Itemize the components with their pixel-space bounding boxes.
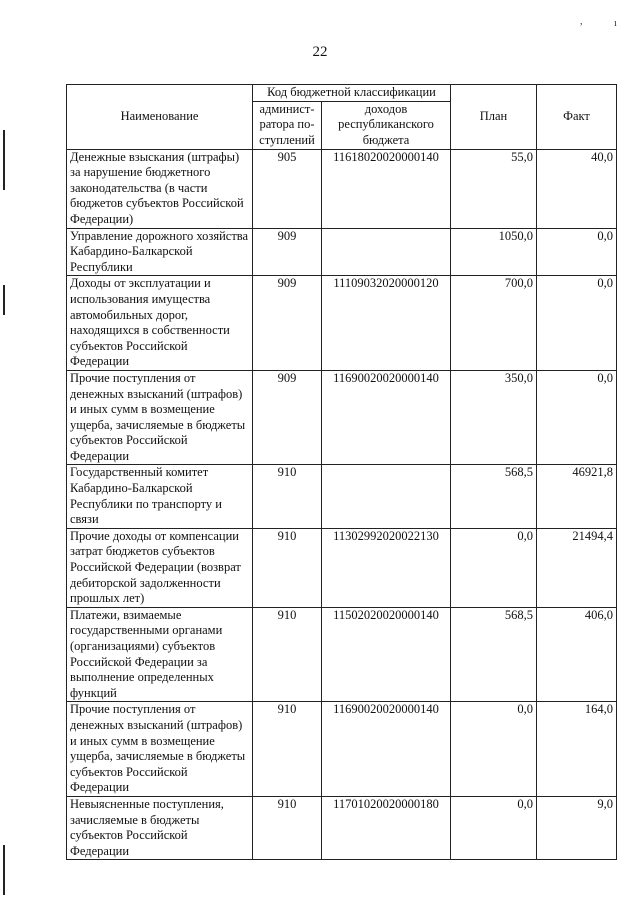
header-fact: Факт <box>537 85 617 150</box>
row-name: Денежные взыскания (штрафы) за нарушение бюджетного законодательства (в части бюджетов субъектов Российской Федерации) <box>67 149 253 228</box>
header-plan: План <box>451 85 537 150</box>
corner-speck: , <box>580 16 583 27</box>
budget-table <box>66 84 617 860</box>
table-row <box>67 465 617 528</box>
row-income-code: 11701020020000180 <box>322 796 451 859</box>
row-plan: 1050,0 <box>451 228 537 276</box>
row-admin-code: 909 <box>253 370 322 465</box>
row-income-code: 11302992020022130 <box>322 528 451 607</box>
row-admin-code: 910 <box>253 796 322 859</box>
row-admin-code: 905 <box>253 149 322 228</box>
row-name: Управление дорожного хозяйства Кабардино-Балкарской Республики <box>67 228 253 276</box>
row-name: Доходы от эксплуатации и использования имущества автомобильных дорог, находящихся в собственности субъектов Российской Федерации <box>67 276 253 371</box>
margin-mark-middle <box>3 285 5 315</box>
header-income: доходов республиканского бюджета <box>322 101 451 149</box>
row-plan: 0,0 <box>451 796 537 859</box>
row-income-code <box>322 465 451 528</box>
table-row <box>67 702 617 797</box>
row-fact: 40,0 <box>537 149 617 228</box>
row-admin-code: 910 <box>253 702 322 797</box>
row-fact: 0,0 <box>537 228 617 276</box>
row-income-code: 11690020020000140 <box>322 702 451 797</box>
table-row <box>67 528 617 607</box>
row-fact: 164,0 <box>537 702 617 797</box>
row-fact: 406,0 <box>537 607 617 702</box>
page-number: 22 <box>312 44 328 60</box>
header-budget-code: Код бюджетной классификации <box>253 85 451 102</box>
header-name: Наименование <box>67 85 253 150</box>
row-income-code: 11502020020000140 <box>322 607 451 702</box>
table-row <box>67 607 617 702</box>
row-fact: 0,0 <box>537 276 617 371</box>
row-income-code: 11618020020000140 <box>322 149 451 228</box>
table-row <box>67 149 617 228</box>
row-name: Платежи, взимаемые государственными органами (организациями) субъектов Российской Федерации за выполнение определенных функций <box>67 607 253 702</box>
row-income-code: 11109032020000120 <box>322 276 451 371</box>
row-plan: 350,0 <box>451 370 537 465</box>
row-plan: 0,0 <box>451 528 537 607</box>
row-plan: 55,0 <box>451 149 537 228</box>
table-row <box>67 370 617 465</box>
row-name: Прочие поступления от денежных взысканий (штрафов) и иных сумм в возмещение ущерба, зачисляемые в бюджеты субъектов Российской Федерации <box>67 370 253 465</box>
row-admin-code: 910 <box>253 528 322 607</box>
row-plan: 568,5 <box>451 607 537 702</box>
table-row <box>67 796 617 859</box>
row-admin-code: 910 <box>253 607 322 702</box>
row-fact: 21494,4 <box>537 528 617 607</box>
margin-mark-bottom <box>3 845 5 895</box>
margin-mark-top <box>3 130 5 190</box>
row-admin-code: 909 <box>253 228 322 276</box>
row-income-code: 11690020020000140 <box>322 370 451 465</box>
row-plan: 0,0 <box>451 702 537 797</box>
row-plan: 700,0 <box>451 276 537 371</box>
header-admin: админист-ратора по-ступлений <box>253 101 322 149</box>
row-name: Государственный комитет Кабардино-Балкарской Республики по транспорту и связи <box>67 465 253 528</box>
row-name: Прочие поступления от денежных взысканий (штрафов) и иных сумм в возмещение ущерба, зачисляемые в бюджеты субъектов Российской Федерации <box>67 702 253 797</box>
row-fact: 0,0 <box>537 370 617 465</box>
corner-speck-2: ı <box>614 18 617 29</box>
row-name: Прочие доходы от компенсации затрат бюджетов субъектов Российской Федерации (возврат дебиторской задолженности прошлых лет) <box>67 528 253 607</box>
row-admin-code: 910 <box>253 465 322 528</box>
row-income-code <box>322 228 451 276</box>
row-fact: 46921,8 <box>537 465 617 528</box>
row-name: Невыясненные поступления, зачисляемые в бюджеты субъектов Российской Федерации <box>67 796 253 859</box>
row-admin-code: 909 <box>253 276 322 371</box>
row-fact: 9,0 <box>537 796 617 859</box>
row-plan: 568,5 <box>451 465 537 528</box>
table-row <box>67 228 617 276</box>
table-row <box>67 276 617 371</box>
